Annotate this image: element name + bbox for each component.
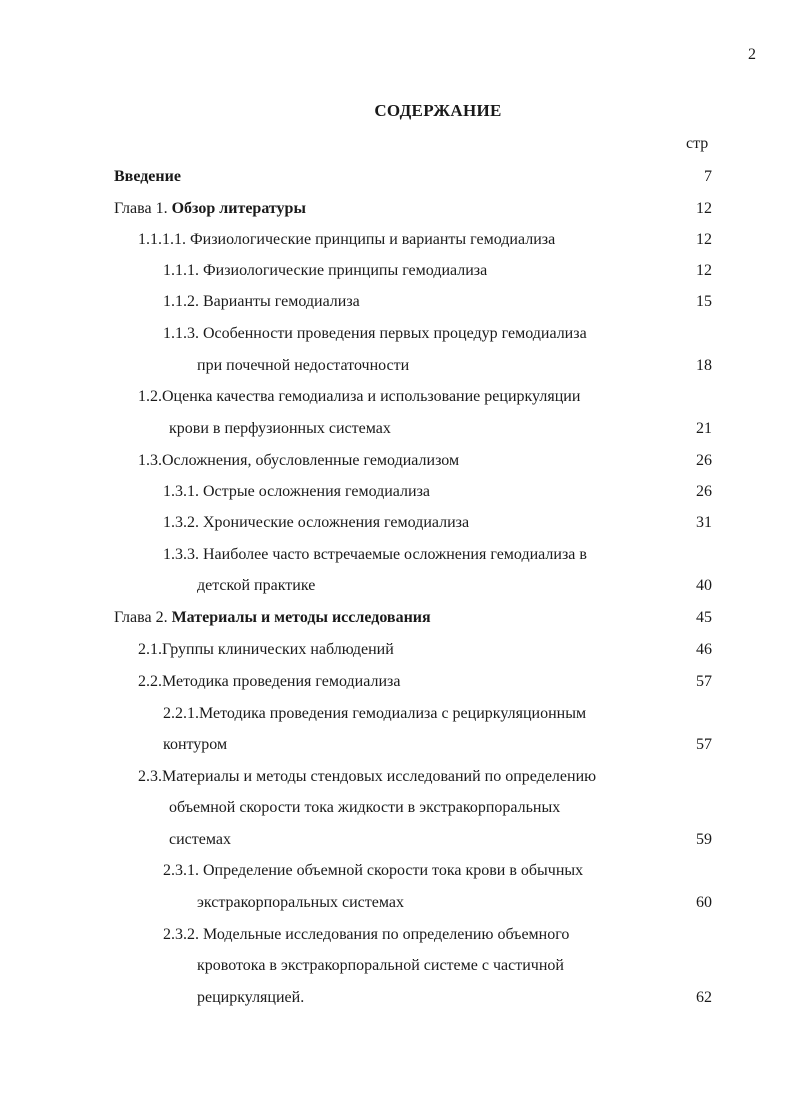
toc-entry: 2.3.Материалы и методы стендовых исследований по определению (138, 768, 597, 785)
toc-page: 31 (696, 514, 712, 531)
toc-page: 40 (696, 577, 712, 594)
toc-entry: 1.3.Осложнения, обусловленные гемодиализом (138, 452, 460, 469)
toc-entry-continuation: крови в перфузионных системах (169, 420, 391, 437)
toc-entry-continuation: детской практике (197, 577, 316, 594)
toc-entry-chapter-2 (114, 608, 431, 628)
chapter-prefix: Глава 2. (114, 609, 168, 626)
toc-entry: 1.1.2. Варианты гемодиализа (163, 293, 360, 310)
toc-page: 57 (696, 736, 712, 753)
toc-page: 45 (696, 609, 712, 626)
pages-column-header: стр (686, 135, 709, 152)
toc-entry-continuation: кровотока в экстракорпоральной системе с частичной (197, 957, 564, 974)
toc-page: 18 (696, 357, 712, 374)
toc-entry-continuation: объемной скорости тока жидкости в экстракорпоральных (169, 799, 561, 816)
toc-page: 7 (704, 168, 712, 185)
toc-entry: 2.1.Группы клинических наблюдений (138, 641, 394, 658)
toc-page: 12 (696, 231, 712, 248)
toc-page: 12 (696, 262, 712, 279)
chapter-title: Материалы и методы исследования (171, 609, 431, 626)
toc-entry-continuation: рециркуляцией. (197, 989, 305, 1006)
toc-entry-intro: Введение (114, 168, 181, 185)
toc-page: 59 (696, 831, 712, 848)
toc-entry-continuation: контуром (163, 736, 228, 753)
toc-page: 57 (696, 673, 712, 690)
toc-entry: 1.2.Оценка качества гемодиализа и использование рециркуляции (138, 388, 581, 405)
chapter-prefix: Глава 1. (114, 200, 168, 217)
toc-entry-chapter-1 (114, 199, 306, 219)
toc-entry: 1.1.1.1. Физиологические принципы и варианты гемодиализа (138, 231, 556, 248)
toc-page: 46 (696, 641, 712, 658)
toc-page: 26 (696, 483, 712, 500)
toc-entry: 1.3.2. Хронические осложнения гемодиализа (163, 514, 470, 531)
toc-page: 21 (696, 420, 712, 437)
toc-page: 12 (696, 200, 712, 217)
page-title: СОДЕРЖАНИЕ (374, 101, 502, 120)
toc-entry: 1.3.3. Наиболее часто встречаемые осложнения гемодиализа в (163, 546, 587, 563)
page-number: 2 (748, 46, 756, 63)
toc-page: 26 (696, 452, 712, 469)
toc-entry: 1.1.3. Особенности проведения первых процедур гемодиализа (163, 325, 587, 342)
toc-entry: 2.3.2. Модельные исследования по определению объемного (163, 926, 570, 943)
toc-page: 60 (696, 894, 712, 911)
toc-entry-continuation: экстракорпоральных системах (197, 894, 404, 911)
toc-entry: 2.2.Методика проведения гемодиализа (138, 673, 401, 690)
toc-entry: 1.1.1. Физиологические принципы гемодиализа (163, 262, 488, 279)
chapter-title: Обзор литературы (171, 200, 306, 217)
toc-entry-continuation: системах (169, 831, 231, 848)
toc-entry: 1.3.1. Острые осложнения гемодиализа (163, 483, 431, 500)
toc-entry-continuation: при почечной недостаточности (197, 357, 410, 374)
toc-entry: 2.2.1.Методика проведения гемодиализа с рециркуляционным (163, 705, 587, 722)
toc-page: 62 (696, 989, 712, 1006)
toc-entry: 2.3.1. Определение объемной скорости тока крови в обычных (163, 862, 584, 879)
toc-page: 15 (696, 293, 712, 310)
